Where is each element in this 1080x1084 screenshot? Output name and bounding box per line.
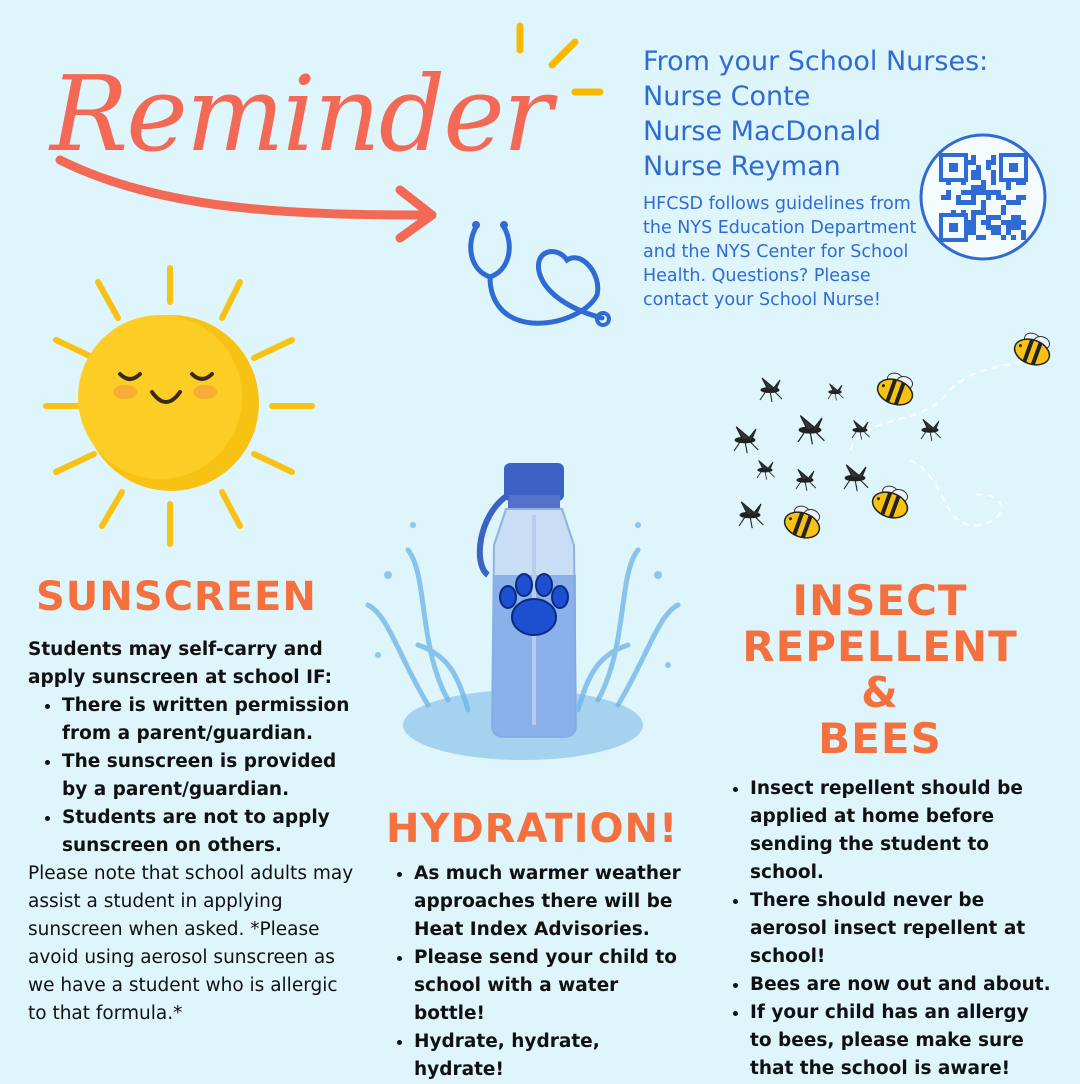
guidelines-text: HFCSD follows guidelines from the NYS Education Department and the NYS Center for School Health. Questions? Please contact your School Nurse! <box>643 194 917 310</box>
insects-illustration <box>720 330 1070 560</box>
bee-icon <box>781 502 825 543</box>
insect-body <box>716 775 1056 1083</box>
mosquito-icon <box>828 384 843 401</box>
list-item: • Hydrate, hydrate, hydrate! <box>414 1028 690 1084</box>
water-bottle-icon <box>358 455 688 785</box>
reminder-title: Reminder <box>50 53 551 175</box>
list-item: • Please send your child to school with a water bottle! <box>414 944 690 1028</box>
list-item: • If your child has an allergy to bees, please make sure that the school is aware! <box>750 999 1056 1083</box>
hydration-title: HYDRATION! <box>386 806 679 852</box>
sunscreen-list <box>28 692 358 860</box>
mosquito-icon <box>734 427 758 453</box>
list-item: • There should never be aerosol insect repellent at school! <box>750 887 1056 971</box>
sunscreen-title: SUNSCREEN <box>36 574 317 620</box>
mosquito-icon <box>921 419 941 441</box>
sunscreen-note: Please note that school adults may assist a student in applying sunscreen when asked. *Please avoid using aerosol sunscreen as we have a student who is allergic to that formula.* <box>28 863 354 1024</box>
mosquito-icon <box>844 465 868 491</box>
nurse-name: Nurse Reyman <box>643 151 841 182</box>
insect-title-line: & <box>861 668 899 717</box>
mosquito-icon <box>852 420 870 439</box>
mosquito-icon <box>757 460 775 479</box>
hydration-body <box>380 860 690 1084</box>
list-item: • Insect repellent should be applied at home before sending the student to school. <box>750 775 1056 887</box>
insect-title-line: INSECT <box>792 576 968 625</box>
list-item: • As much warmer weather approaches there will be Heat Index Advisories. <box>414 860 690 944</box>
bee-icon <box>874 369 918 410</box>
nurse-name: Nurse MacDonald <box>643 116 881 147</box>
hydration-list <box>380 860 690 1084</box>
nurse-name: Nurse Conte <box>643 81 811 112</box>
insect-title-line: BEES <box>818 714 942 763</box>
sunscreen-body <box>28 636 358 1028</box>
stethoscope-icon <box>462 215 617 335</box>
qr-code-icon[interactable] <box>918 132 1048 262</box>
sun-icon <box>40 262 330 552</box>
nurses-heading: From your School Nurses: <box>643 46 989 77</box>
mosquito-icon <box>798 416 824 445</box>
mosquito-icon <box>760 378 782 402</box>
insect-list <box>716 775 1056 1083</box>
sunscreen-intro: Students may self-carry and apply sunscreen at school IF: <box>28 639 332 688</box>
insect-title <box>700 578 1060 762</box>
insect-title-line: REPELLENT <box>742 622 1018 671</box>
list-item: • Bees are now out and about. <box>750 971 1056 999</box>
mosquito-icon <box>739 502 763 528</box>
bee-icon <box>869 482 913 523</box>
list-item: • There is written permission from a parent/guardian. <box>62 692 358 748</box>
mosquito-icon <box>796 469 816 491</box>
reminder-heading-art <box>40 10 620 250</box>
list-item: • The sunscreen is provided by a parent/guardian. <box>62 748 358 804</box>
list-item: • Students are not to apply sunscreen on others. <box>62 804 358 860</box>
